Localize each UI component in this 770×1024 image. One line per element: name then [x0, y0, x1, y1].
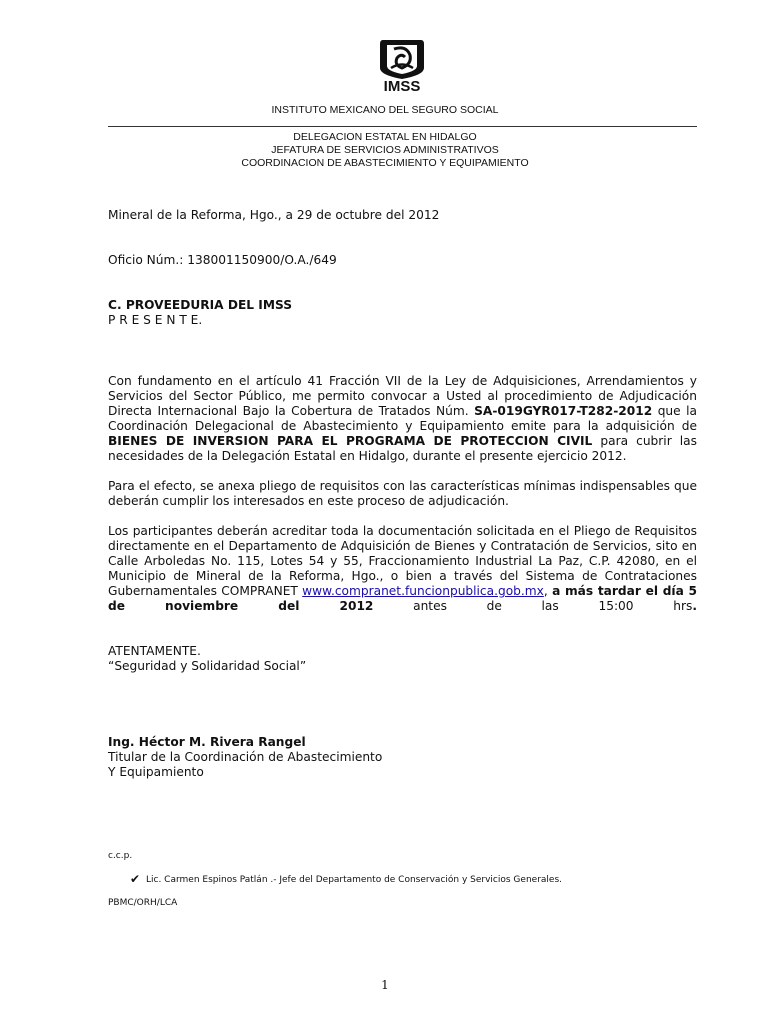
deadline-time: antes de las 15:00 hrs [373, 599, 693, 613]
institution-name: INSTITUTO MEXICANO DEL SEGURO SOCIAL [271, 104, 499, 116]
closing: ATENTAMENTE. [108, 644, 201, 658]
logo-text: IMSS [383, 78, 421, 93]
paragraph-participants [108, 524, 697, 614]
delegation-name: DELEGACION ESTATAL EN HIDALGO [293, 131, 477, 143]
check-icon: ✔ [130, 872, 141, 886]
signer-title: Titular de la Coordinación de Abastecimiento [108, 750, 383, 764]
ccp-label: c.c.p. [108, 851, 133, 861]
header-rule [108, 126, 697, 127]
presente: P R E S E N T E. [108, 313, 203, 327]
paragraph-text: Con fundamento en el artículo 41 Fracción VII de la Ley de Adquisiciones, Arrendamientos y Servicios del Sector Público, me permito convocar a Usted al procedimiento de Adjudicación Directa Internacional Bajo la Cobertura de Tratados Núm. [108, 374, 697, 418]
signer-name: Ing. Héctor M. Rivera Rangel [108, 735, 306, 749]
paragraph-convocation [108, 374, 697, 464]
procedure-code: SA-019GYR017-T282-2012 [474, 404, 653, 418]
paragraph-text: Los participantes deberán acreditar toda la documentación solicitada en el Pliego de Requisitos directamente en el Departamento de Adquisición de Bienes y Contratación de Servicios, sito en Calle Arboledas No. 115, Lotes 54 y 55, Fraccionamiento Industrial La Paz, C.P. 42080, en el Municipio de Mineral de la Reforma, Hgo., o bien a través del Sistema de Contrataciones Gubernamentales COMPRANET [108, 524, 697, 598]
paragraph-requirements: Para el efecto, se anexa pliego de requisitos con las características mínimas indispensables que deberán cumplir los interesados en este proceso de adjudicación. [108, 479, 697, 508]
initials: PBMC/ORH/LCA [108, 898, 178, 908]
page-number: 1 [381, 978, 389, 992]
deadline: a más tardar el día 5 de noviembre del 2012 [108, 584, 698, 613]
oficio-number: Oficio Núm.: 138001150900/O.A./649 [108, 253, 337, 267]
motto: “Seguridad y Solidaridad Social” [108, 659, 307, 673]
signer-title: Y Equipamiento [108, 765, 204, 779]
recipient: C. PROVEEDURIA DEL IMSS [108, 298, 292, 312]
imss-logo [377, 37, 427, 93]
paragraph-text: para cubrir las necesidades de la Delegación Estatal en Hidalgo, durante el presente ejercicio 2012. [108, 434, 697, 463]
program-name: BIENES DE INVERSION PARA EL PROGRAMA DE PROTECCION CIVIL [108, 434, 593, 448]
coordination-name: COORDINACION DE ABASTECIMIENTO Y EQUIPAMIENTO [241, 157, 529, 169]
place-date: Mineral de la Reforma, Hgo., a 29 de octubre del 2012 [108, 208, 440, 222]
final-period: . [692, 599, 697, 613]
cc-entry: Lic. Carmen Espinos Patlán .- Jefe del Departamento de Conservación y Servicios Generales. [146, 875, 562, 885]
jefatura-name: JEFATURA DE SERVICIOS ADMINISTRATIVOS [271, 144, 499, 156]
compranet-link[interactable]: www.compranet.funcionpublica.gob.mx [302, 584, 544, 598]
paragraph-text: que la Coordinación Delegacional de Abastecimiento y Equipamiento emite para la adquisición de [108, 404, 698, 433]
paragraph-text: , [543, 584, 553, 598]
